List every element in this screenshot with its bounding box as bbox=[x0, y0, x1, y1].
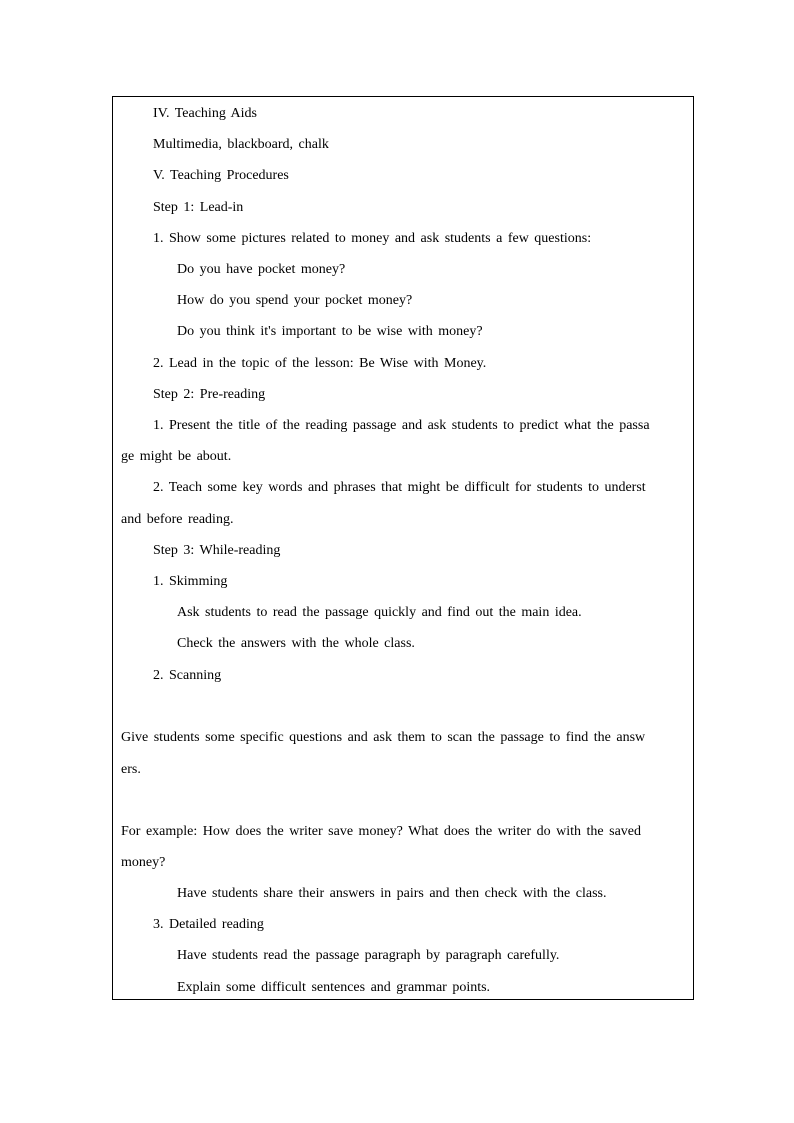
step-2-item-2-cont: and before reading. bbox=[121, 512, 234, 527]
skimming-task-2: Check the answers with the whole class. bbox=[177, 636, 415, 651]
scanning-task: Give students some specific questions and ask them to scan the passage to find the answ bbox=[121, 730, 646, 745]
scanning-example: For example: How does the writer save money? What does the writer do with the saved bbox=[121, 824, 641, 839]
detailed-reading-task-2: Explain some difficult sentences and grammar points. bbox=[177, 980, 491, 995]
step-2-item-1-cont: ge might be about. bbox=[121, 449, 232, 464]
step-2-item-1: 1. Present the title of the reading passage and ask students to predict what the passa bbox=[153, 418, 650, 433]
detailed-reading-heading: 3. Detailed reading bbox=[153, 917, 264, 932]
aids-list: Multimedia, blackboard, chalk bbox=[153, 137, 329, 152]
detailed-reading-task-1: Have students read the passage paragraph by paragraph carefully. bbox=[177, 948, 560, 963]
step-3-heading: Step 3: While-reading bbox=[153, 543, 281, 558]
scanning-example-cont: money? bbox=[121, 855, 166, 870]
step-2-heading: Step 2: Pre-reading bbox=[153, 387, 266, 402]
step-1-item-1: 1. Show some pictures related to money and ask students a few questions: bbox=[153, 231, 592, 246]
scanning-followup: Have students share their answers in pairs and then check with the class. bbox=[177, 886, 607, 901]
heading-teaching-aids: IV. Teaching Aids bbox=[153, 106, 257, 121]
heading-teaching-procedures: V. Teaching Procedures bbox=[153, 168, 289, 183]
question-3: Do you think it's important to be wise with money? bbox=[177, 324, 483, 339]
question-2: How do you spend your pocket money? bbox=[177, 293, 413, 308]
step-1-heading: Step 1: Lead-in bbox=[153, 200, 244, 215]
skimming-task-1: Ask students to read the passage quickly and find out the main idea. bbox=[177, 605, 582, 620]
skimming-heading: 1. Skimming bbox=[153, 574, 228, 589]
step-1-item-2: 2. Lead in the topic of the lesson: Be Wise with Money. bbox=[153, 356, 487, 371]
lesson-plan-table-cell bbox=[112, 96, 694, 1000]
question-1: Do you have pocket money? bbox=[177, 262, 346, 277]
scanning-heading: 2. Scanning bbox=[153, 668, 222, 683]
step-2-item-2: 2. Teach some key words and phrases that might be difficult for students to underst bbox=[153, 480, 646, 495]
scanning-task-cont: ers. bbox=[121, 762, 141, 777]
